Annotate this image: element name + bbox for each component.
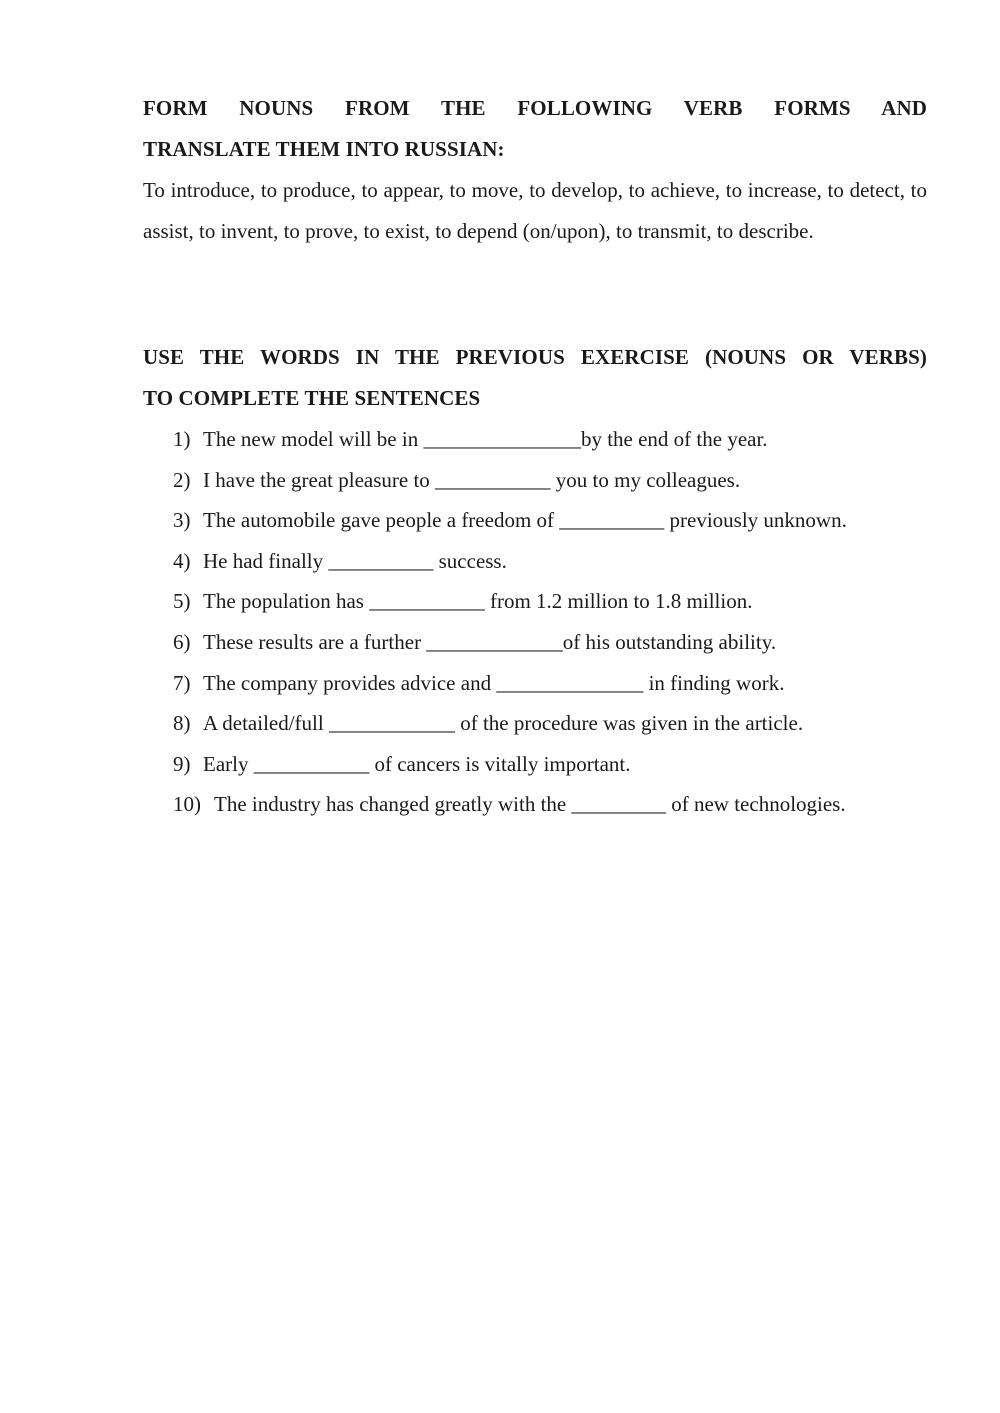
sentence-list bbox=[143, 419, 927, 825]
sentence-text: The industry has changed greatly with the _________ of new technologies. bbox=[214, 792, 846, 817]
sentence-number: 2) bbox=[173, 467, 191, 492]
sentence-number: 9) bbox=[173, 751, 191, 776]
sentence-text: I have the great pleasure to ___________ you to my colleagues. bbox=[203, 467, 741, 492]
sentence-number: 6) bbox=[173, 629, 191, 654]
sentence-text: The population has ___________ from 1.2 million to 1.8 million. bbox=[203, 589, 753, 614]
sentence-text: The new model will be in _______________by the end of the year. bbox=[203, 427, 768, 451]
exercise1-heading bbox=[143, 88, 927, 170]
sentence-item bbox=[143, 622, 927, 663]
sentence-item bbox=[143, 419, 927, 460]
sentence-item bbox=[143, 663, 927, 704]
exercise2-heading bbox=[143, 337, 927, 419]
sentence-number: 1) bbox=[173, 427, 191, 451]
exercise2-heading-line1: USE THE WORDS IN THE PREVIOUS EXERCISE (NOUNS OR VERBS) bbox=[143, 345, 927, 369]
exercise-form-nouns bbox=[143, 88, 927, 251]
sentence-text: The automobile gave people a freedom of __________ previously unknown. bbox=[203, 508, 847, 533]
sentence-number: 8) bbox=[173, 711, 191, 736]
sentence-item bbox=[143, 460, 927, 501]
sentence-item bbox=[143, 541, 927, 582]
sentence-number: 10) bbox=[173, 792, 201, 817]
sentence-item bbox=[143, 784, 927, 825]
verbs-list-text: To introduce, to produce, to appear, to move, to develop, to achieve, to increase, to detect, to assist, to invent, to prove, to exist, to depend (on/upon), to transmit, to describe. bbox=[143, 178, 927, 243]
sentence-number: 3) bbox=[173, 508, 191, 533]
exercise-complete-sentences bbox=[143, 337, 927, 825]
sentence-text: The company provides advice and ______________ in finding work. bbox=[203, 670, 785, 695]
exercise1-heading-line2: TRANSLATE THEM INTO RUSSIAN: bbox=[143, 137, 505, 161]
sentence-item bbox=[143, 581, 927, 622]
sentence-item bbox=[143, 744, 927, 785]
sentence-text: Early ___________ of cancers is vitally important. bbox=[203, 751, 631, 776]
sentence-number: 4) bbox=[173, 548, 191, 573]
worksheet-page bbox=[143, 88, 927, 825]
exercise2-heading-line2: TO COMPLETE THE SENTENCES bbox=[143, 386, 481, 410]
sentence-text: These results are a further _____________of his outstanding ability. bbox=[203, 629, 777, 654]
sentence-text: He had finally __________ success. bbox=[203, 548, 507, 573]
sentence-number: 7) bbox=[173, 670, 191, 695]
sentence-item bbox=[143, 500, 927, 541]
sentence-number: 5) bbox=[173, 589, 191, 614]
sentence-text: A detailed/full ____________ of the procedure was given in the article. bbox=[203, 711, 804, 736]
exercise1-heading-line1: FORM NOUNS FROM THE FOLLOWING VERB FORMS AND bbox=[143, 96, 927, 120]
sentence-item bbox=[143, 703, 927, 744]
